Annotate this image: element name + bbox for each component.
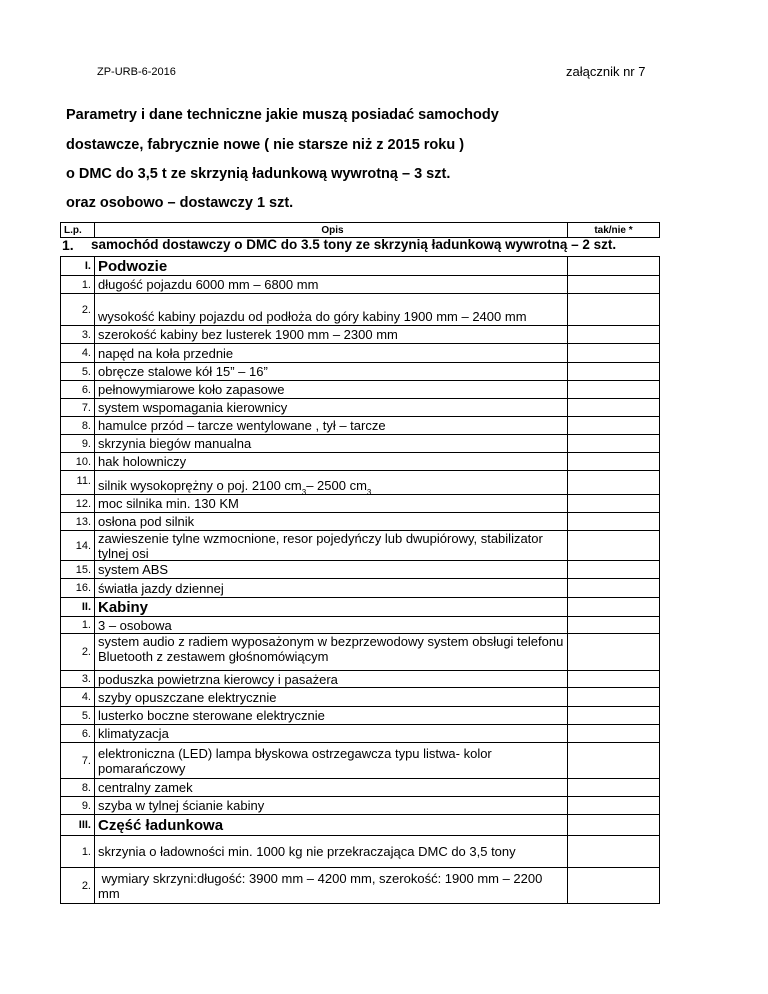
- row-description: system wspomagania kierownicy: [95, 399, 568, 417]
- table-row: [60, 836, 660, 868]
- table-row: [60, 688, 660, 707]
- row-number: 7.: [60, 399, 95, 417]
- row-number: 3.: [60, 326, 95, 344]
- answer-cell[interactable]: [568, 617, 660, 634]
- answer-cell[interactable]: [568, 326, 660, 344]
- answer-cell[interactable]: [568, 381, 660, 399]
- row-description: 3 – osobowa: [95, 617, 568, 634]
- row-number: 16.: [60, 579, 95, 598]
- row-description: szyby opuszczane elektrycznie: [95, 688, 568, 707]
- document-reference: ZP-URB-6-2016: [97, 66, 176, 78]
- table-row: [60, 634, 660, 671]
- answer-cell[interactable]: [568, 513, 660, 531]
- table-row: [60, 495, 660, 513]
- row-number: 2.: [60, 294, 95, 326]
- table-row: [60, 453, 660, 471]
- answer-cell[interactable]: [568, 471, 660, 495]
- row-description: system audio z radiem wyposażonym w bezprzewodowy system obsługi telefonu Bluetooth z zestawem głośnomówiącym: [95, 634, 568, 671]
- table-row: [60, 671, 660, 688]
- row-number: 2.: [60, 634, 95, 671]
- table-row: [60, 707, 660, 725]
- group-header-row: [60, 598, 660, 617]
- row-description: poduszka powietrzna kierowcy i pasażera: [95, 671, 568, 688]
- row-description: szyba w tylnej ścianie kabiny: [95, 797, 568, 815]
- table-row: [60, 471, 660, 495]
- row-description: elektroniczna (LED) lampa błyskowa ostrzegawcza typu listwa- kolor pomarańczowy: [95, 743, 568, 779]
- table-row: [60, 363, 660, 381]
- table-row: [60, 326, 660, 344]
- row-number: 4.: [60, 688, 95, 707]
- row-number: 11.: [60, 471, 95, 495]
- row-description: obręcze stalowe kół 15” – 16”: [95, 363, 568, 381]
- group-number: III.: [60, 815, 95, 836]
- row-description: pełnowymiarowe koło zapasowe: [95, 381, 568, 399]
- table-row: [60, 579, 660, 598]
- title-line-2: dostawcze, fabrycznie nowe ( nie starsze niż z 2015 roku ): [66, 137, 465, 153]
- row-description: silnik wysokoprężny o poj. 2100 cm 3 – 2500 cm 3: [95, 471, 568, 495]
- table-header-row: [60, 222, 660, 238]
- row-number: 2.: [60, 868, 95, 904]
- answer-cell[interactable]: [568, 743, 660, 779]
- row-description: skrzynia o ładowności min. 1000 kg nie przekraczająca DMC do 3,5 tony: [95, 836, 568, 868]
- section-number: 1.: [62, 237, 74, 253]
- table-row: [60, 561, 660, 579]
- row-number: 3.: [60, 671, 95, 688]
- answer-cell[interactable]: [568, 725, 660, 743]
- answer-cell[interactable]: [568, 868, 660, 904]
- title-line-1: Parametry i dane techniczne jakie muszą posiadać samochody: [66, 107, 499, 123]
- row-number: 6.: [60, 725, 95, 743]
- table-row: [60, 399, 660, 417]
- row-number: 12.: [60, 495, 95, 513]
- table-row: [60, 417, 660, 435]
- header-opis: Opis: [95, 222, 568, 238]
- table-row: [60, 868, 660, 904]
- table-row: [60, 276, 660, 294]
- answer-cell[interactable]: [568, 579, 660, 598]
- row-description: napęd na koła przednie: [95, 344, 568, 363]
- row-number: 13.: [60, 513, 95, 531]
- row-number: 7.: [60, 743, 95, 779]
- answer-cell[interactable]: [568, 344, 660, 363]
- row-description: lusterko boczne sterowane elektrycznie: [95, 707, 568, 725]
- answer-cell[interactable]: [568, 363, 660, 381]
- section-title: samochód dostawczy o DMC do 3.5 tony ze skrzynią ładunkową wywrotną – 2 szt.: [91, 237, 617, 252]
- group-title: Część ładunkowa: [95, 815, 568, 836]
- group-number: I.: [60, 256, 95, 276]
- answer-cell[interactable]: [568, 598, 660, 617]
- row-description: osłona pod silnik: [95, 513, 568, 531]
- row-number: 4.: [60, 344, 95, 363]
- row-description: skrzynia biegów manualna: [95, 435, 568, 453]
- engine-text-a: silnik wysokoprężny o poj. 2100 cm: [98, 478, 302, 493]
- answer-cell[interactable]: [568, 417, 660, 435]
- table-row: [60, 435, 660, 453]
- row-number: 1.: [60, 836, 95, 868]
- row-number: 15.: [60, 561, 95, 579]
- row-number: 8.: [60, 779, 95, 797]
- answer-cell[interactable]: [568, 495, 660, 513]
- row-number: 14.: [60, 531, 95, 561]
- table-row: [60, 743, 660, 779]
- row-description: zawieszenie tylne wzmocnione, resor pojedyńczy lub dwupiórowy, stabilizator tylnej osi: [95, 531, 568, 561]
- answer-cell[interactable]: [568, 797, 660, 815]
- row-description: moc silnika min. 130 KM: [95, 495, 568, 513]
- row-description: wymiary skrzyni:długość: 3900 mm – 4200 mm, szerokość: 1900 mm – 2200 mm: [95, 868, 568, 904]
- row-number: 8.: [60, 417, 95, 435]
- row-number: 5.: [60, 363, 95, 381]
- row-description: hak holowniczy: [95, 453, 568, 471]
- title-line-3: o DMC do 3,5 t ze skrzynią ładunkową wywrotną – 3 szt.: [66, 166, 451, 182]
- row-number: 9.: [60, 797, 95, 815]
- table-row: [60, 617, 660, 634]
- table-row: [60, 513, 660, 531]
- group-header-row: [60, 256, 660, 276]
- row-number: 1.: [60, 617, 95, 634]
- table-row: [60, 294, 660, 326]
- header-tak-nie: tak/nie *: [568, 222, 660, 238]
- table-row: [60, 531, 660, 561]
- table-row: [60, 381, 660, 399]
- engine-text-b: – 2500 cm: [306, 478, 367, 493]
- answer-cell[interactable]: [568, 531, 660, 561]
- answer-cell[interactable]: [568, 836, 660, 868]
- title-line-4: oraz osobowo – dostawczy 1 szt.: [66, 195, 294, 211]
- row-number: 1.: [60, 276, 95, 294]
- row-description: wysokość kabiny pojazdu od podłoża do góry kabiny 1900 mm – 2400 mm: [95, 294, 568, 326]
- row-description: klimatyzacja: [95, 725, 568, 743]
- attachment-label: załącznik nr 7: [566, 64, 646, 79]
- table-row: [60, 725, 660, 743]
- row-description: światła jazdy dziennej: [95, 579, 568, 598]
- answer-cell[interactable]: [568, 276, 660, 294]
- header-lp: L.p.: [60, 222, 95, 238]
- group-title: Podwozie: [95, 256, 568, 276]
- answer-cell[interactable]: [568, 779, 660, 797]
- answer-cell[interactable]: [568, 256, 660, 276]
- row-number: 5.: [60, 707, 95, 725]
- answer-cell[interactable]: [568, 815, 660, 836]
- row-description: hamulce przód – tarcze wentylowane , tył – tarcze: [95, 417, 568, 435]
- answer-cell[interactable]: [568, 453, 660, 471]
- row-description: centralny zamek: [95, 779, 568, 797]
- answer-cell[interactable]: [568, 707, 660, 725]
- answer-cell[interactable]: [568, 399, 660, 417]
- row-description: szerokość kabiny bez lusterek 1900 mm – 2300 mm: [95, 326, 568, 344]
- row-number: 9.: [60, 435, 95, 453]
- answer-cell[interactable]: [568, 294, 660, 326]
- table-row: [60, 797, 660, 815]
- row-description: system ABS: [95, 561, 568, 579]
- row-number: 10.: [60, 453, 95, 471]
- answer-cell[interactable]: [568, 671, 660, 688]
- group-header-row: [60, 815, 660, 836]
- answer-cell[interactable]: [568, 435, 660, 453]
- row-description: długość pojazdu 6000 mm – 6800 mm: [95, 276, 568, 294]
- table-row: [60, 344, 660, 363]
- answer-cell[interactable]: [568, 688, 660, 707]
- answer-cell[interactable]: [568, 634, 660, 671]
- row-number: 6.: [60, 381, 95, 399]
- answer-cell[interactable]: [568, 561, 660, 579]
- table-row: [60, 779, 660, 797]
- group-title: Kabiny: [95, 598, 568, 617]
- group-number: II.: [60, 598, 95, 617]
